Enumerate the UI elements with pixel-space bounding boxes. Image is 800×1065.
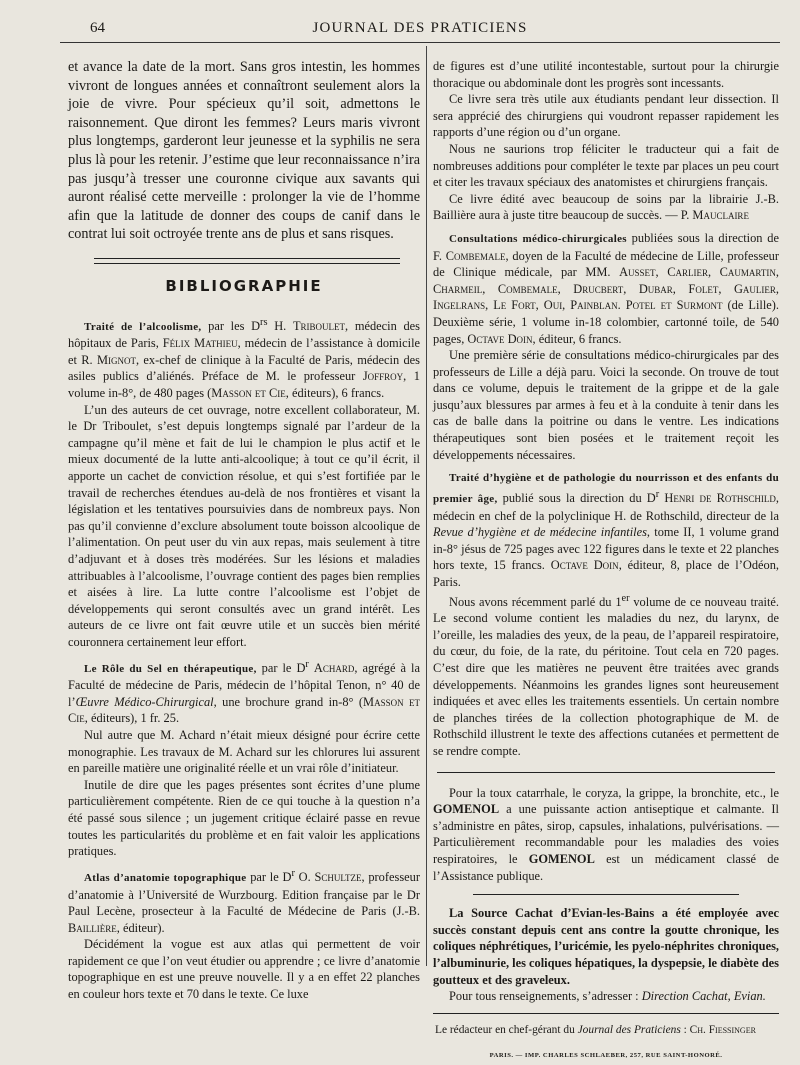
editor-line [433, 1022, 779, 1039]
printer-imprint: PARIS. — IMP. CHARLES SCHLAEBER, 257, RUE SAINT-HONORÉ. [489, 1052, 723, 1060]
superscript: r [305, 658, 309, 670]
citation-text: , doyen de la Faculté de médecine de Lille, professeur de Clinique médicale, par MM. [433, 248, 780, 280]
advert-text: a été employée avec succès constant depuis cent ans contre la goutte chronique, les coliques néphrétiques, l’uricémie, les pyelo-néphrites chroniques, l’albuminurie, les coliques hépatiques, la dyspepsie, le diabète des goutteux et des graveleux. [433, 906, 779, 987]
citation-text: , éditeur, 6 francs. [532, 331, 622, 346]
editor-name: : Ch. Fiessinger [680, 1023, 756, 1036]
entry-atlas-citation [68, 866, 420, 937]
article-conclusion: et avance la date de la mort. Sans gros intestin, les hommes vivront de longues années et connaîtront seulement alors la joie de vivre. Pour spécieux qu’il soit, admettons le raisonnement. Que diront les femmes? Leurs maris vivront plus longtemps, garderont leur jeunesse et la syphilis ne sera plus là pour les retenir. J’estime que leur reconnaissance n’ira pas jusqu’à tresser une couronne civique aux savants qui auront réalisé cette merveille : prolonger la vie de l’homme afin que la latitude de donner des coups de canif dans le contrat lui soit octroyée trente ans de plus et sans risques. [68, 59, 420, 243]
author-name: Schultze [314, 869, 362, 884]
contributor-names: Ausset, Carlier, Caumartin, Charmeil, Combemale, Drucbert, Dubar, Folet, Gaulier, Ingelrans, Le Fort, Oui, Painblan. Potel et Surmont [433, 265, 779, 313]
contact-address: Direction Cachat, Evian. [641, 989, 766, 1004]
citation-text: , 1 volume in-8°, de 480 pages ( [68, 369, 420, 401]
advert-rule [473, 894, 739, 895]
section-rule [94, 258, 400, 264]
superscript: er [621, 592, 630, 604]
citation-text: , une brochure grand in-8° ( [213, 694, 364, 709]
entry-hygiene-review [433, 591, 779, 760]
entry-atlas-review-continued: de figures est d’une utilité incontestable, surtout pour la chirurgie thoracique ou abdominale dont les progrès sont incessants. [433, 59, 779, 90]
gomenol-advert [433, 785, 779, 885]
superscript: r [291, 867, 295, 879]
citation-text: par le D [256, 660, 306, 675]
publisher-name: Masson et Cie [211, 386, 286, 401]
citation-text: , ex-chef de clinique à la Faculté de Paris, médecin des asiles publics d’aliénés. Préface de M. le professeur [68, 352, 421, 384]
citation-text: , agrégé à la Faculté de médecine de Paris, médecin de l’hôpital Tenon, n° 40 de l’ [68, 660, 420, 709]
review-text: Ce livre édité avec beaucoup de soins par la librairie J.-B. Baillière aura à juste titre beaucoup de succès. — P. [433, 191, 779, 223]
review-text: Nous avons récemment parlé du 1 [449, 594, 622, 609]
journal-title: Revue d’hygiène et de médecine infantiles [433, 525, 647, 540]
publisher-name: Octave Doin [550, 558, 619, 573]
citation-text: , éditeur). [116, 920, 165, 935]
advert-text: a une puissante action antiseptique et calmante. Il s’administre en pâtes, sirop, capsules, inhalations, pulvérisations. — Particulièrement recommandable pour les maladies des voies respiratoires, le [433, 802, 779, 866]
product-name: GOMENOL [433, 802, 500, 817]
entry-hygiene-citation [433, 469, 779, 590]
footer-rule [433, 1013, 779, 1014]
author-name: Triboulet [292, 318, 346, 333]
superscript: r [655, 488, 660, 500]
author-name: Combemale [445, 248, 506, 263]
entry-consultations-citation [433, 230, 779, 347]
section-title: BIBLIOGRAPHIE [165, 276, 323, 295]
citation-text: (de Lille). Deuxième série, 1 volume in-18 colombier, cartonné toile, de 540 pages, [433, 298, 779, 346]
cachat-contact [433, 988, 779, 1005]
journal-name: Journal des Praticiens [577, 1023, 681, 1036]
citation-text: , éditeurs), 1 fr. 25. [84, 711, 180, 726]
publisher-name: Octave Doin [467, 331, 533, 346]
citation-text: publié sous la direction du D [497, 490, 656, 505]
advert-text: Pour tous renseignements, s’adresser : [449, 989, 642, 1004]
entry-atlas-review-3: Nous ne saurions trop féliciter le traducteur qui a fait de nombreuses additions pour compléter le texte par places un peu court et citer les travaux spéciaux des anatomistes et chirurgiens français. [433, 141, 779, 190]
author-name: Henri de Rothschild [664, 490, 776, 505]
entry-title: Atlas d’anatomie topographique [84, 871, 247, 884]
page-header [60, 14, 780, 43]
citation-text: H. [267, 318, 293, 333]
author-name: Félix Mathieu [162, 336, 238, 351]
citation-text: O. [294, 869, 315, 884]
page-number: 64 [90, 20, 105, 36]
citation-text: , médecin en chef de la polyclinique H. de Rothschild, directeur de la [433, 490, 779, 523]
entry-alcoolisme-citation [68, 315, 420, 402]
series-title: Œuvre Médico-Chirurgical [75, 694, 214, 709]
right-column [433, 58, 779, 1065]
citation-text: , éditeurs), 6 francs. [285, 386, 385, 401]
author-name: Achard [313, 660, 355, 675]
citation-text: par le D [246, 869, 292, 884]
citation-text: , médecin des hôpitaux de Paris, [68, 318, 420, 351]
entry-alcoolisme-review: L’un des auteurs de cet ouvrage, notre excellent collaborateur, M. le Dr Triboulet, s’est depuis longtemps signalé par l’ardeur de la campagne qu’il mène et fait de lui le champion le plus actif et le mieux documenté de la lutte anti-alcoolique; à tout ce qu’il écrit, il apporte un cachet de conviction résolue, et qui s’est fortifiée par le travail de recherches étendues au-delà de nos frontières et visant la législation et les tentatives poursuivies dans de nombreux pays. Non pas qu’il convienne d’exclure absolument toute boisson alcoolique de l’alimentation. On peut user du vin aux repas, mais seulement à titre d’adjuvant et à doses très modérées. Sur les lésions et maladies attribuables à l’alcoolisme, l’ouvrage contient des pages bien remplies et aisées à lire. La lutte contre l’alcoolisme est l’objet de développements qui seront consultés avec un grand intérêt. Les auteurs de ce livre ont fait œuvre utile et un succès bien mérité couronnera certainement leur effort. [68, 402, 420, 649]
entry-consultations-review: Une première série de consultations médico-chirurgicales par des professeurs de Lille a déjà paru. Voici la seconde. On trouve de tout dans ce volume, depuis le traitement de la grippe et de la gale jusqu’aux blessures par armes à feu et à la conduite à tenir dans les cas de balle dans la poitrine ou dans le ventre. Les indications thérapeutiques sont bien posées et le traitement reçoit les développements nécessaires. [433, 348, 779, 462]
publisher-name: Masson et Cie [68, 694, 421, 726]
entry-sel-citation [68, 657, 420, 728]
publisher-name: Baillière [68, 920, 117, 935]
citation-text: , éditeur, 8, place de l’Odéon, Paris. [433, 558, 779, 589]
author-name: Joffroy [362, 369, 404, 384]
reviewer-signature: Mauclaire [692, 208, 749, 223]
citation-text: publiées sous la direction de F. [433, 230, 779, 263]
entry-sel-review-2: Inutile de dire que les pages présentes sont écrites d’une plume particulièrement compétente. Rien de ce qui touche à la question n’a été passé sous silence ; un jugement critique éclairé passe en revue toutes les particularités du problème et en fait valoir les applications pratiques. [68, 777, 420, 859]
entry-atlas-review-2: Ce livre sera très utile aux étudiants pendant leur dissection. Il sera apprécié des chirurgiens qui voudront repasser rapidement les rapports d’une région ou d’un organe. [433, 92, 779, 140]
product-name: GOMENOL [528, 851, 595, 866]
column-divider [426, 46, 427, 966]
cachat-advert [433, 905, 779, 988]
running-title: JOURNAL DES PRATICIENS [312, 20, 528, 36]
citation-text: , médecin de l’assistance à domicile et R. [68, 336, 421, 367]
citation-text: , tome II, 1 volume grand in-8° jésus de 725 pages avec 122 figures dans le texte et 22 planches hors texte, 15 francs. [433, 525, 779, 573]
advert-text: est un médicament classé de l’Assistance publique. [433, 851, 779, 883]
entry-atlas-review: Décidément la vogue est aux atlas qui permettent de voir rapidement ce que l’on veut étudier ou apprendre ; ce livre d’anatomie topographique en est une preuve nouvelle. Il y a en effet 22 planches en couleur hors texte et 70 dans le texte. Ce luxe [68, 937, 420, 1002]
entry-title: Traité d’hygiène et de pathologie du nourrisson et des enfants du premier âge, [433, 472, 779, 505]
left-column [68, 58, 420, 1003]
entry-atlas-review-4 [433, 191, 779, 224]
advert-text: Pour la toux catarrhale, le coryza, la grippe, la bronchite, etc., le [449, 785, 779, 800]
superscript: rs [260, 316, 268, 328]
advert-rule [437, 772, 775, 773]
review-text: volume de ce nouveau traité. Le second volume contient les maladies du nez, du larynx, de l’oreille, les maladies des yeux, de la peau, de l’appareil respiratoire, du cœur, du foie, de la rate, du péritoine. Tout cela en 720 pages. C’est dire que les matières ne peuvent être traitées avec grands développements. Néanmoins les grandes lignes sont heureusement indiquées et avec elles les traitements essentiels. Un certain nombre de planches tirées de la collection photographique de M. de Rothschild illustrent le texte des affections cutanées et permettent de se rendre compte. [433, 594, 779, 758]
entry-title: Traité de l’alcoolisme, [84, 320, 202, 333]
entry-sel-review-1: Nul autre que M. Achard n’était mieux désigné pour écrire cette monographie. Les travaux de M. Achard sur les chlorures lui assurent en pareille matière une originalité réelle et un vrai rôle d’initiateur. [68, 728, 420, 776]
editor-text: Le rédacteur en chef-gérant du [435, 1023, 578, 1036]
author-name: Mignot [96, 352, 136, 367]
advert-title: La Source Cachat d’Evian-les-Bains [449, 906, 655, 921]
citation-text: par les D [201, 318, 261, 333]
entry-title: Consultations médico-chirurgicales [449, 232, 627, 245]
entry-title: Le Rôle du Sel en thérapeutique, [84, 662, 257, 675]
citation-text: , professeur d’anatomie à l’Université de Wurzbourg. Edition française par le Dr Paul Lecène, prosecteur à la Faculté de Médecine de Paris (J.-B. [68, 869, 420, 919]
